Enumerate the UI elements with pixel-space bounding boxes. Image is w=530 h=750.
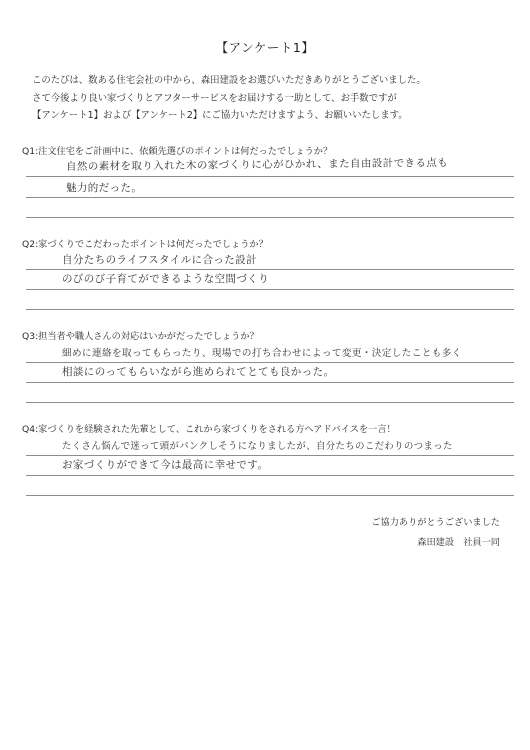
answer-rule bbox=[26, 382, 514, 383]
question-1-label: Q1:注文住宅をご計画中に、依頼先選びのポイントは何だったでしょうか？ bbox=[22, 146, 333, 157]
answer-rule bbox=[26, 176, 514, 177]
page-title: 【アンケート1】 bbox=[215, 40, 315, 55]
answer-rule bbox=[26, 362, 514, 363]
question-3-answer-line-1: 細めに連絡を取ってもらったり、現場での打ち合わせによって変更・決定したことも多く bbox=[62, 348, 462, 359]
answer-rule bbox=[26, 402, 514, 403]
answer-rule bbox=[26, 269, 514, 270]
intro-line: さて今後より良い家づくりとアフターサービスをお届けする一助として、お手数ですが bbox=[32, 92, 397, 104]
answer-rule bbox=[26, 289, 514, 290]
question-3-answer-line-2: 相談にのってもらいながら進められてとても良かった。 bbox=[62, 366, 335, 378]
answer-rule bbox=[26, 475, 514, 476]
answer-rule bbox=[26, 455, 514, 456]
answer-rule bbox=[26, 495, 514, 496]
intro-line: 【アンケート1】および【アンケート2】にご協力いただけますよう、お願いいたします。 bbox=[32, 110, 408, 121]
question-1-answer-line-2: 魅力的だった。 bbox=[66, 182, 143, 194]
question-2-label: Q2:家づくりでこだわったポイントは何だったでしょうか？ bbox=[22, 239, 268, 250]
answer-rule bbox=[26, 309, 514, 310]
question-4-answer-line-1: たくさん悩んで迷って頭がパンクしそうになりましたが、自分たちのこだわりのつまった bbox=[62, 441, 453, 452]
intro-line: このたびは、数ある住宅会社の中から、森田建設をお選びいただきありがとうございました。 bbox=[32, 75, 426, 86]
closing-thanks: ご協力ありがとうございました bbox=[371, 517, 500, 528]
question-2-answer-line-1: 自分たちのライフスタイルに合った設計 bbox=[62, 254, 257, 266]
question-4-answer-line-2: お家づくりができて今は最高に幸せです。 bbox=[62, 459, 269, 471]
answer-rule bbox=[26, 197, 514, 198]
question-3-label: Q3:担当者や職人さんの対応はいかがだったでしょうか？ bbox=[22, 331, 259, 342]
intro-text bbox=[32, 72, 502, 125]
question-1-answer-line-1: 自然の素材を取り入れた木の家づくりに心がひかれ、また自由設計できる点も bbox=[65, 156, 449, 173]
answer-rule bbox=[26, 217, 514, 218]
question-2-answer-line-2: のびのび子育てができるような空間づくり bbox=[62, 273, 270, 285]
question-4-label: Q4:家づくりを経験された先輩として、これから家づくりをされる方へアドバイスを一言！ bbox=[22, 424, 396, 435]
closing-signature: 森田建設 社員一同 bbox=[417, 537, 500, 548]
